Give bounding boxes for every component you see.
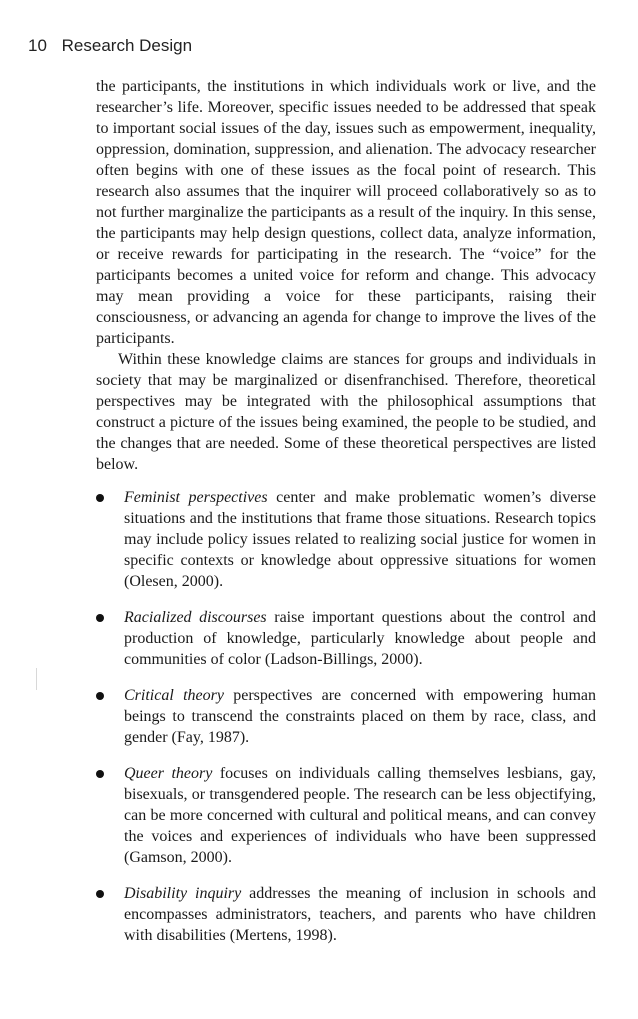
page-number: 10 xyxy=(28,36,47,55)
body-text xyxy=(96,76,596,475)
list-item-queer-theory xyxy=(96,763,596,868)
list-item-racialized xyxy=(96,607,596,670)
paragraph-continued: the participants, the institutions in which individuals work or live, and the researcher’s life. Moreover, specific issues needed to be addressed that speak to important social issues of the day, issues such as empowerment, inequality, oppression, domination, suppression, and alienation. The advocacy researcher often begins with one of these issues as the focal point of research. This research also assumes that the inquirer will proceed collaboratively so as to not further marginalize the participants as a result of the inquiry. In this sense, the participants may help design questions, collect data, analyze information, or receive rewards for participating in the research. The “voice” for the participants becomes a united voice for reform and change. This advocacy may mean providing a voice for these participants, raising their consciousness, or advancing an agenda for change to improve the lives of the participants. xyxy=(96,78,596,347)
paragraph-knowledge-claims: Within these knowledge claims are stances for groups and individuals in society that may be marginalized or disenfranchised. Therefore, theoretical perspectives may be integrated with the philosophical assumptions that construct a picture of the issues being examined, the people to be studied, and the changes that are needed. Some of these theoretical perspectives are listed below. xyxy=(96,351,596,473)
list-item-term: Racialized discourses xyxy=(124,609,267,626)
bullet-icon xyxy=(96,770,104,778)
bullet-icon xyxy=(96,890,104,898)
list-item-text: addresses the meaning of inclusion in schools and encompasses administrators, teachers, and parents who have children with disabilities (Mertens, 1998). xyxy=(124,885,597,944)
running-title: Research Design xyxy=(61,36,193,55)
list-item-term: Disability inquiry xyxy=(124,885,242,902)
list-item-text: focuses on individuals calling themselves lesbians, gay, bisexuals, or transgendered people. The research can be less objectifying, can be more concerned with cultural and political means, and can convey the voices and experiences of individuals who have been suppressed (Gamson, 2000). xyxy=(124,765,597,866)
list-item-disability-inquiry xyxy=(96,883,596,946)
running-header xyxy=(28,36,192,56)
theoretical-perspectives-list xyxy=(96,487,596,961)
list-item-critical-theory xyxy=(96,685,596,748)
list-item-feminist xyxy=(96,487,596,592)
list-item-text: perspectives are concerned with empowering human beings to transcend the constraints placed on them by race, class, and gender (Fay, 1987). xyxy=(124,687,597,746)
list-item-text: raise important questions about the control and production of knowledge, particularly knowledge about people and communities of color (Ladson-Billings, 2000). xyxy=(124,609,597,668)
bullet-icon xyxy=(96,614,104,622)
bullet-icon xyxy=(96,692,104,700)
list-item-term: Feminist perspectives xyxy=(124,489,268,506)
list-item-term: Critical theory xyxy=(124,687,224,704)
bullet-icon xyxy=(96,494,104,502)
list-item-term: Queer theory xyxy=(124,765,213,782)
margin-mark xyxy=(36,668,37,690)
list-item-text: center and make problematic women’s diverse situations and the institutions that frame those situations. Research topics may include policy issues related to realizing social justice for women in specific contexts or knowledge about oppressive situations for women (Olesen, 2000). xyxy=(124,489,597,590)
